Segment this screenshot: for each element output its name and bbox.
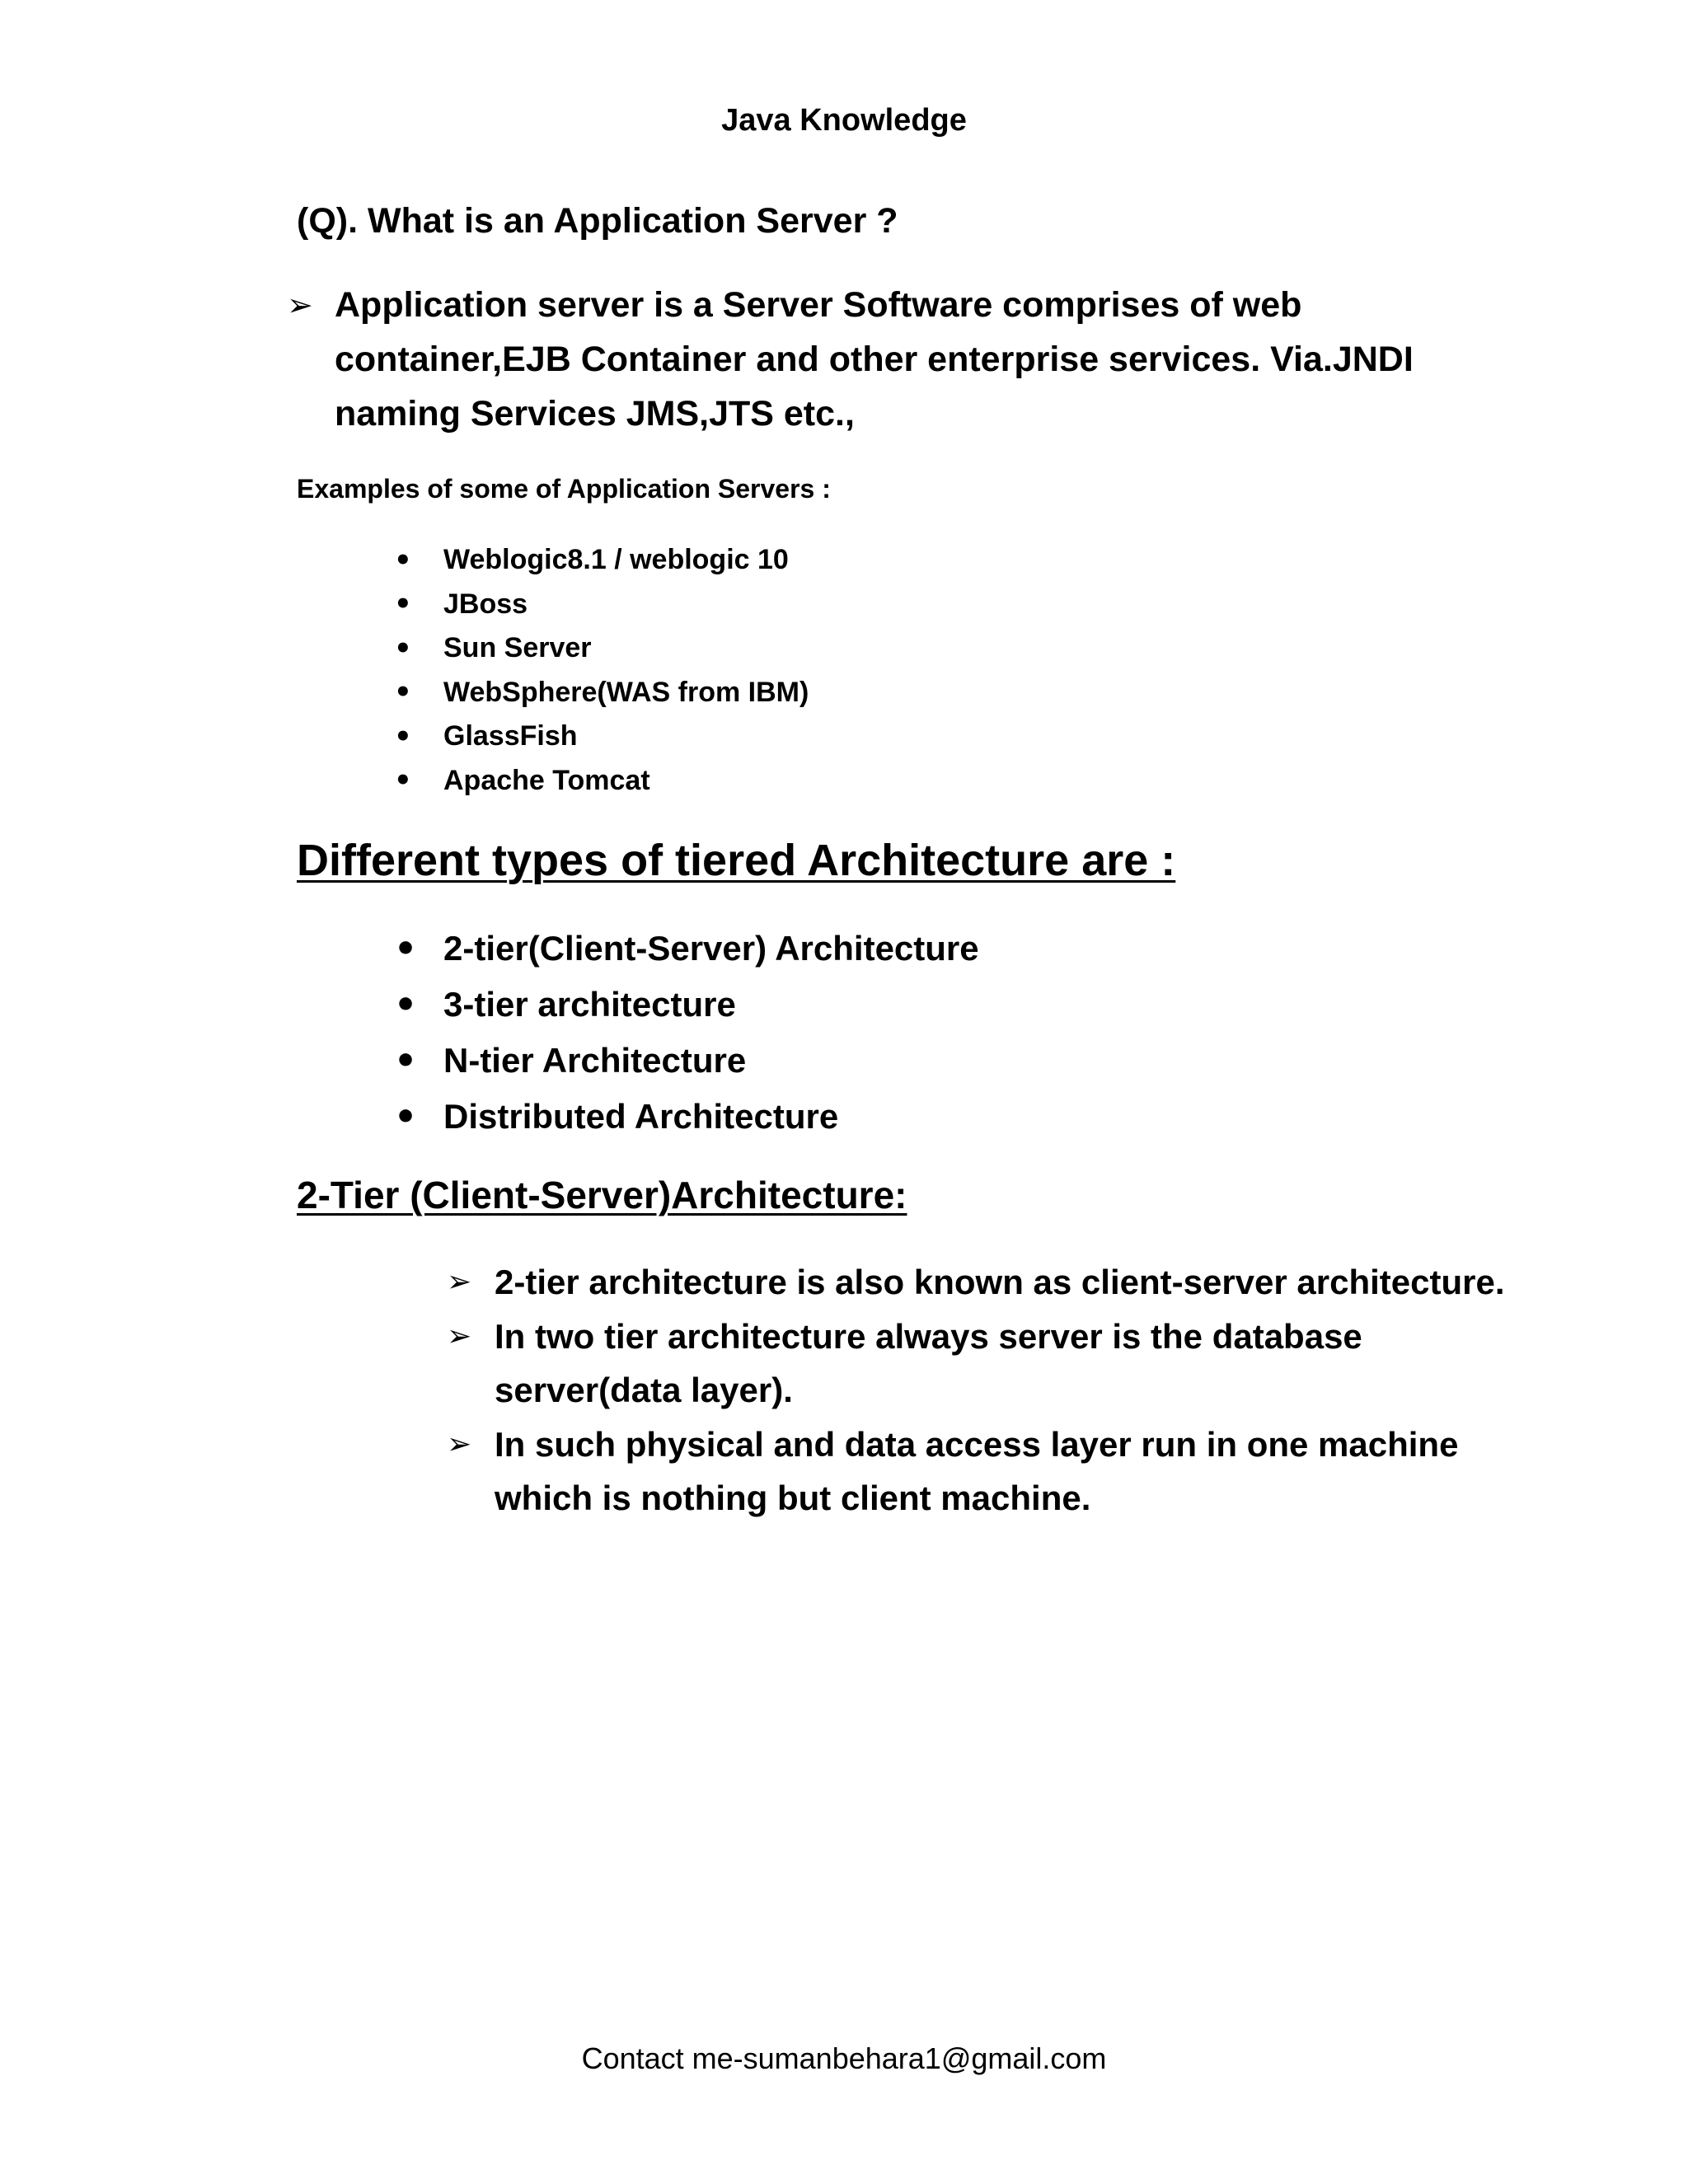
bullet-icon: •: [394, 764, 412, 798]
list-item: [394, 538, 809, 583]
list-item-label: N-tier Architecture: [443, 1041, 747, 1080]
list-item-label: Weblogic8.1 / weblogic 10: [443, 544, 789, 576]
list-item: [394, 583, 809, 627]
bullet-icon: •: [394, 588, 412, 621]
bullet-icon: •: [394, 719, 412, 753]
list-item: [394, 626, 809, 671]
list-item: [394, 671, 809, 715]
list-item-label: In two tier architecture always server is the database server(data layer).: [495, 1316, 1362, 1409]
application-server-list: [394, 538, 809, 803]
list-item-label: 2-tier architecture is also known as client-server architecture.: [495, 1263, 1505, 1301]
bullet-icon: •: [394, 543, 412, 577]
two-tier-heading: 2-Tier (Client-Server)Architecture:: [297, 1174, 907, 1216]
list-item: [394, 759, 809, 804]
bullet-icon: •: [394, 631, 412, 665]
bullet-icon: •: [394, 676, 412, 710]
footer-contact: Contact me-sumanbehara1@gmail.com: [581, 2041, 1107, 2075]
list-item: [447, 1310, 1518, 1418]
list-item-label: Apache Tomcat: [443, 764, 650, 796]
question-heading: (Q). What is an Application Server ?: [297, 201, 898, 241]
list-item: [394, 1089, 979, 1145]
bullet-icon: •: [394, 983, 418, 1026]
arrow-bullet-icon: ➢: [447, 1265, 472, 1299]
list-item-label: WebSphere(WAS from IBM): [443, 676, 809, 708]
arrow-bullet-icon: ➢: [287, 287, 313, 323]
arrow-bullet-icon: ➢: [447, 1427, 472, 1461]
arrow-bullet-icon: ➢: [447, 1319, 472, 1353]
examples-label: Examples of some of Application Servers :: [297, 474, 831, 504]
list-item-label: 3-tier architecture: [443, 985, 736, 1024]
tiered-architecture-heading: Different types of tiered Architecture are :: [297, 836, 1176, 885]
bullet-icon: •: [394, 927, 418, 970]
two-tier-points-list: [447, 1255, 1518, 1526]
document-title: Java Knowledge: [721, 103, 967, 138]
list-item-label: Distributed Architecture: [443, 1097, 839, 1136]
list-item-label: GlassFish: [443, 720, 578, 752]
list-item-label: JBoss: [443, 588, 528, 620]
list-item-label: Sun Server: [443, 632, 592, 664]
list-item: [394, 921, 979, 977]
list-item: [394, 1033, 979, 1089]
list-item-label: 2-tier(Client-Server) Architecture: [443, 929, 979, 968]
list-item-label: In such physical and data access layer run in one machine which is nothing but client machine.: [495, 1424, 1459, 1517]
list-item: [447, 1418, 1518, 1526]
definition-text: Application server is a Server Software comprises of web container,EJB Container and other enterprise services. Via.JNDI naming Services JMS,JTS etc.,: [335, 285, 1414, 434]
definition-paragraph: [287, 278, 1490, 441]
tiered-architecture-list: [394, 921, 979, 1145]
list-item: [394, 715, 809, 759]
bullet-icon: •: [394, 1039, 418, 1082]
list-item: [394, 977, 979, 1033]
list-item: [447, 1255, 1518, 1310]
bullet-icon: •: [394, 1095, 418, 1138]
